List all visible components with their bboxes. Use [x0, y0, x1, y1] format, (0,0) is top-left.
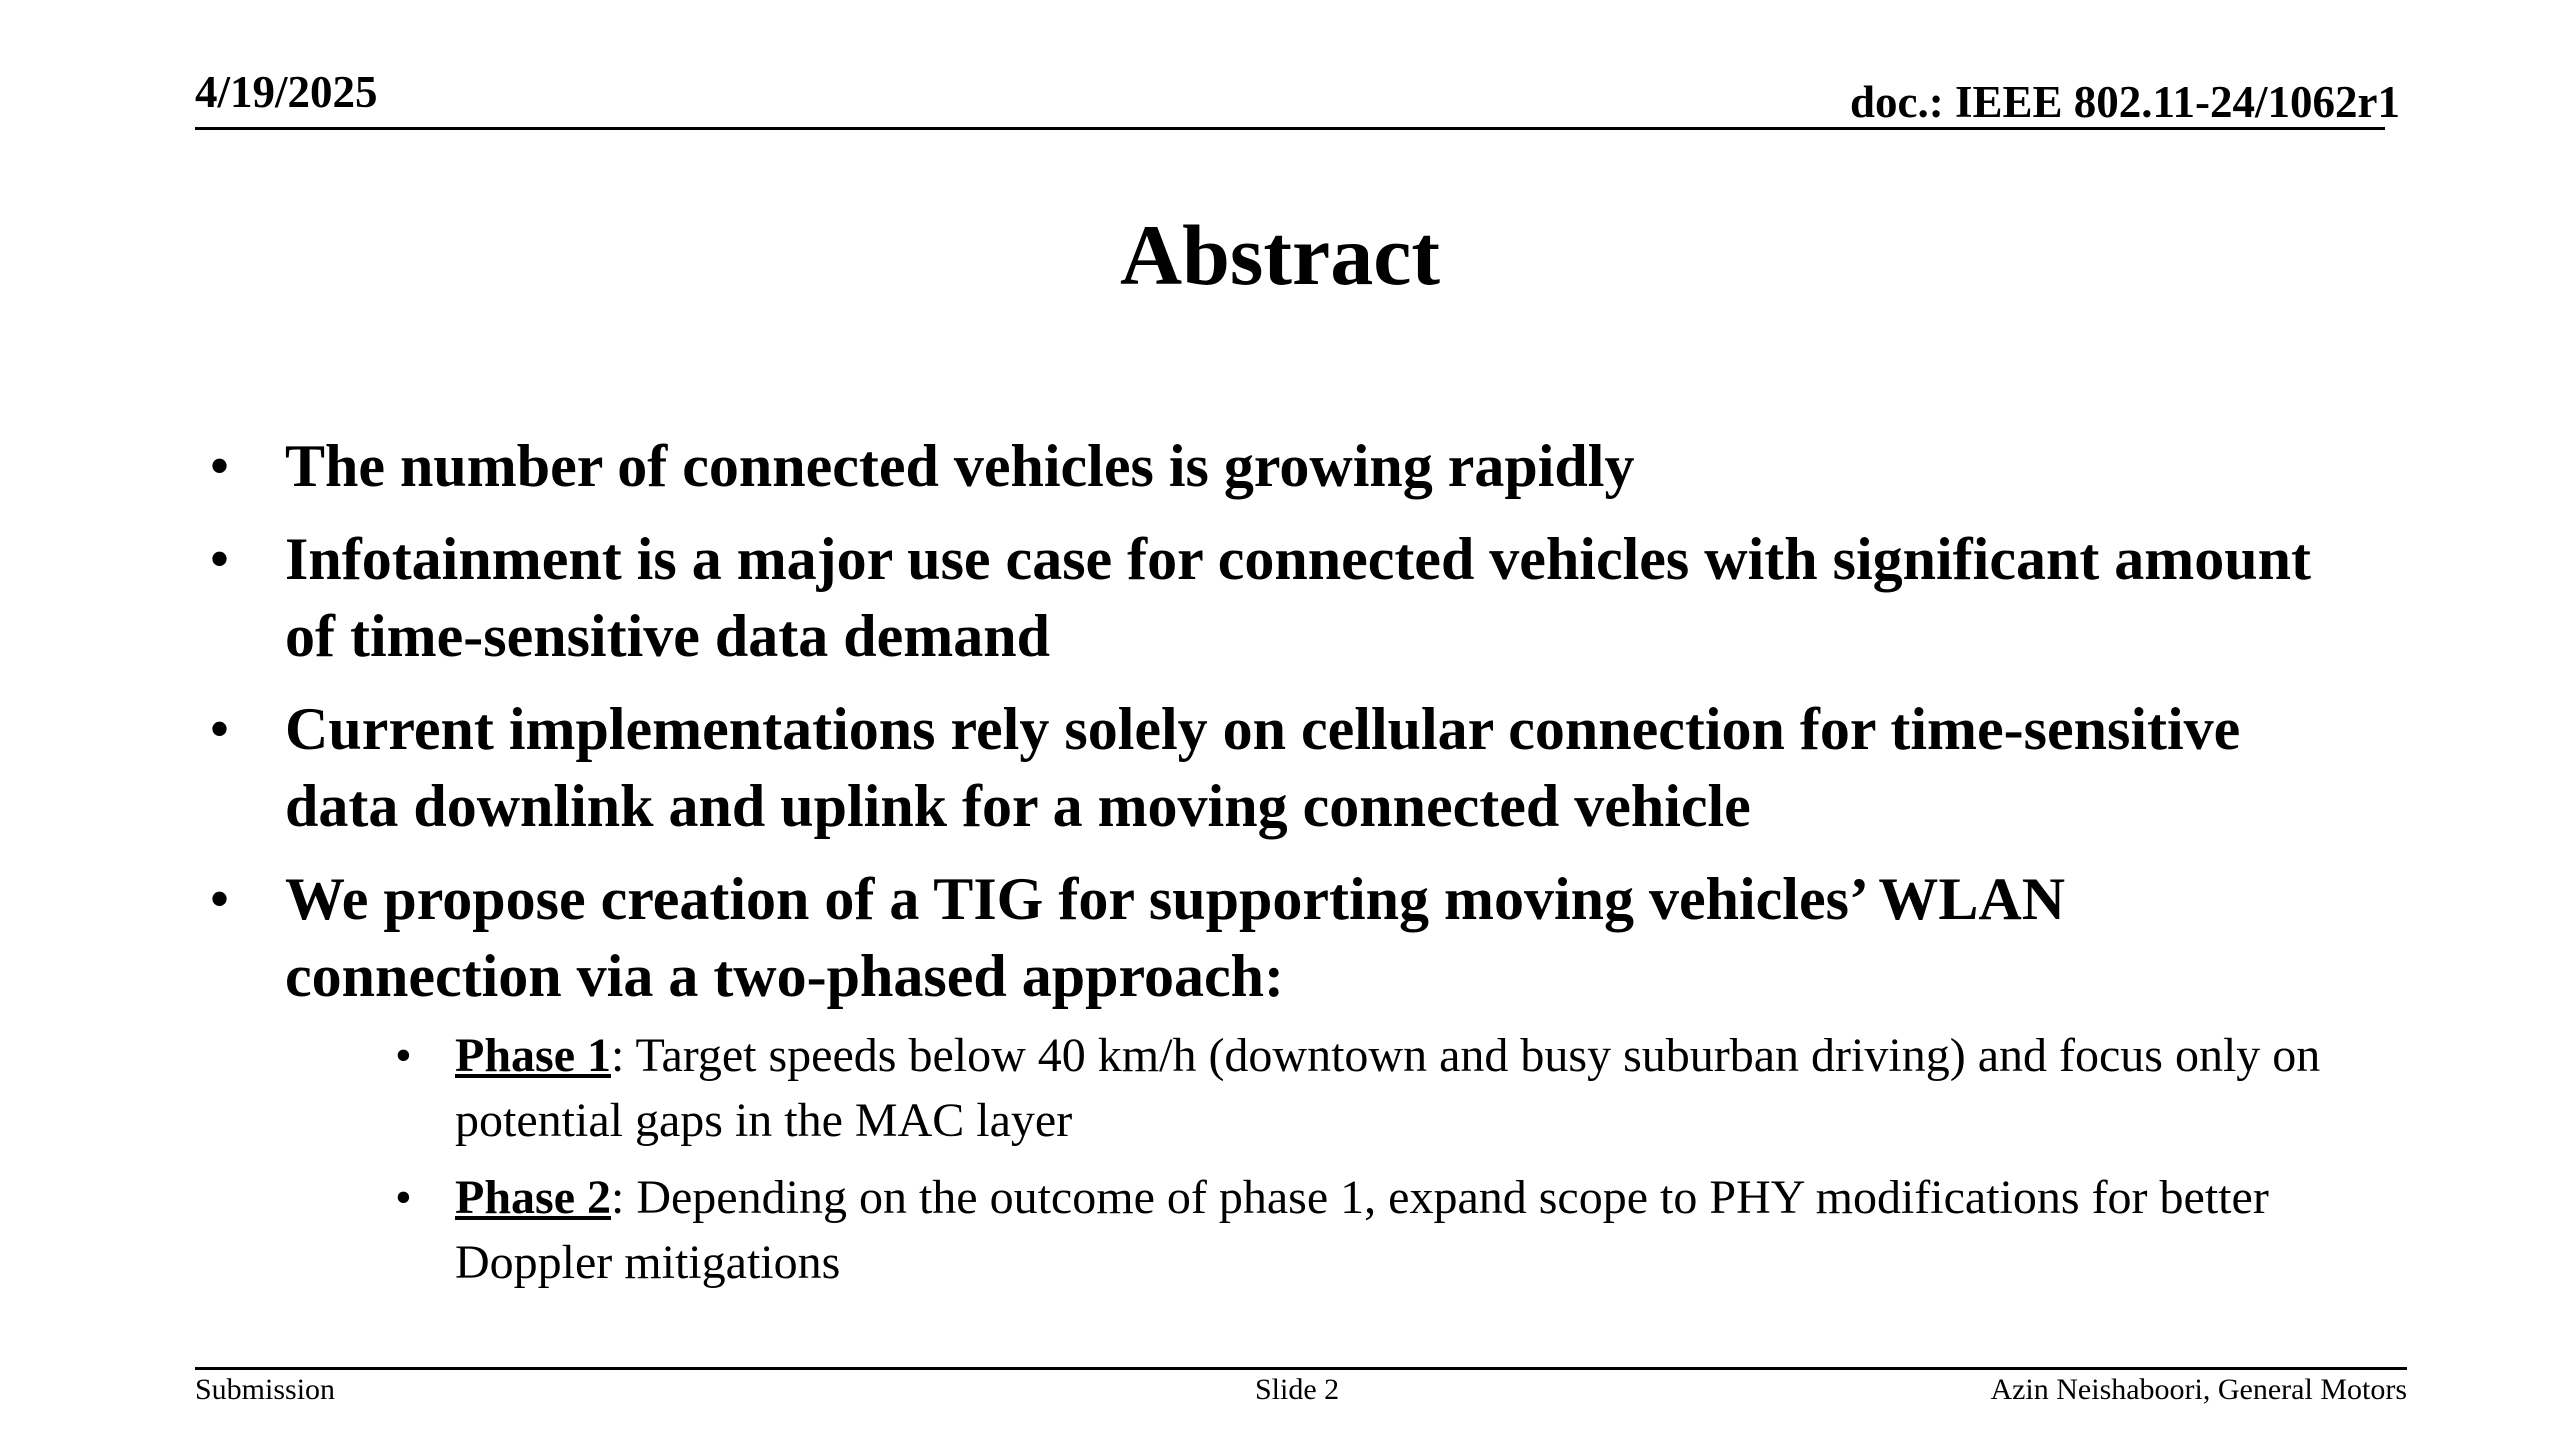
- footer-slide-number: Slide 2: [1255, 1373, 1340, 1406]
- bullet-list: [195, 428, 2345, 1311]
- bullet-dot: •: [209, 696, 231, 762]
- bullet-text: Current implementations rely solely on cellular connection for time-sensitive data downlink and uplink for a moving connected vehicle: [285, 696, 2241, 839]
- bullet-dot: •: [209, 433, 231, 499]
- phase-2-label: Phase 2: [455, 1171, 611, 1224]
- bullet-dot: •: [209, 526, 231, 592]
- header-rule: [195, 127, 2385, 130]
- sub-bullet-list: [285, 1023, 2345, 1295]
- bullet-item: [195, 521, 2345, 675]
- footer-author: Azin Neishaboori, General Motors: [1990, 1373, 2407, 1406]
- bullet-dot: •: [209, 866, 231, 932]
- header-doc-id: doc.: IEEE 802.11-24/1062r1: [1849, 77, 2400, 127]
- bullet-item: [195, 691, 2345, 845]
- bullet-item: [195, 861, 2345, 1295]
- bullet-text: The number of connected vehicles is growing rapidly: [285, 433, 1635, 499]
- phase-1-text: : Target speeds below 40 km/h (downtown and busy suburban driving) and focus only on potential gaps in the MAC layer: [455, 1029, 2321, 1147]
- sub-bullet-item: [285, 1023, 2345, 1153]
- bullet-item: [195, 428, 2345, 505]
- sub-bullet-item: [285, 1165, 2345, 1295]
- bullet-text: Infotainment is a major use case for connected vehicles with significant amount of time-sensitive data demand: [285, 526, 2311, 669]
- footer-rule: [195, 1367, 2407, 1370]
- phase-1-label: Phase 1: [455, 1029, 611, 1082]
- slide-title: Abstract: [1119, 207, 1441, 303]
- phase-2-text: : Depending on the outcome of phase 1, expand scope to PHY modifications for better Doppler mitigations: [455, 1171, 2269, 1289]
- sub-bullet-dot: •: [395, 1029, 412, 1082]
- bullet-text: We propose creation of a TIG for supporting moving vehicles’ WLAN connection via a two-phased approach:: [285, 866, 2066, 1009]
- sub-bullet-dot: •: [395, 1171, 412, 1224]
- footer-submission: Submission: [195, 1373, 336, 1406]
- header-date: 4/19/2025: [195, 67, 378, 117]
